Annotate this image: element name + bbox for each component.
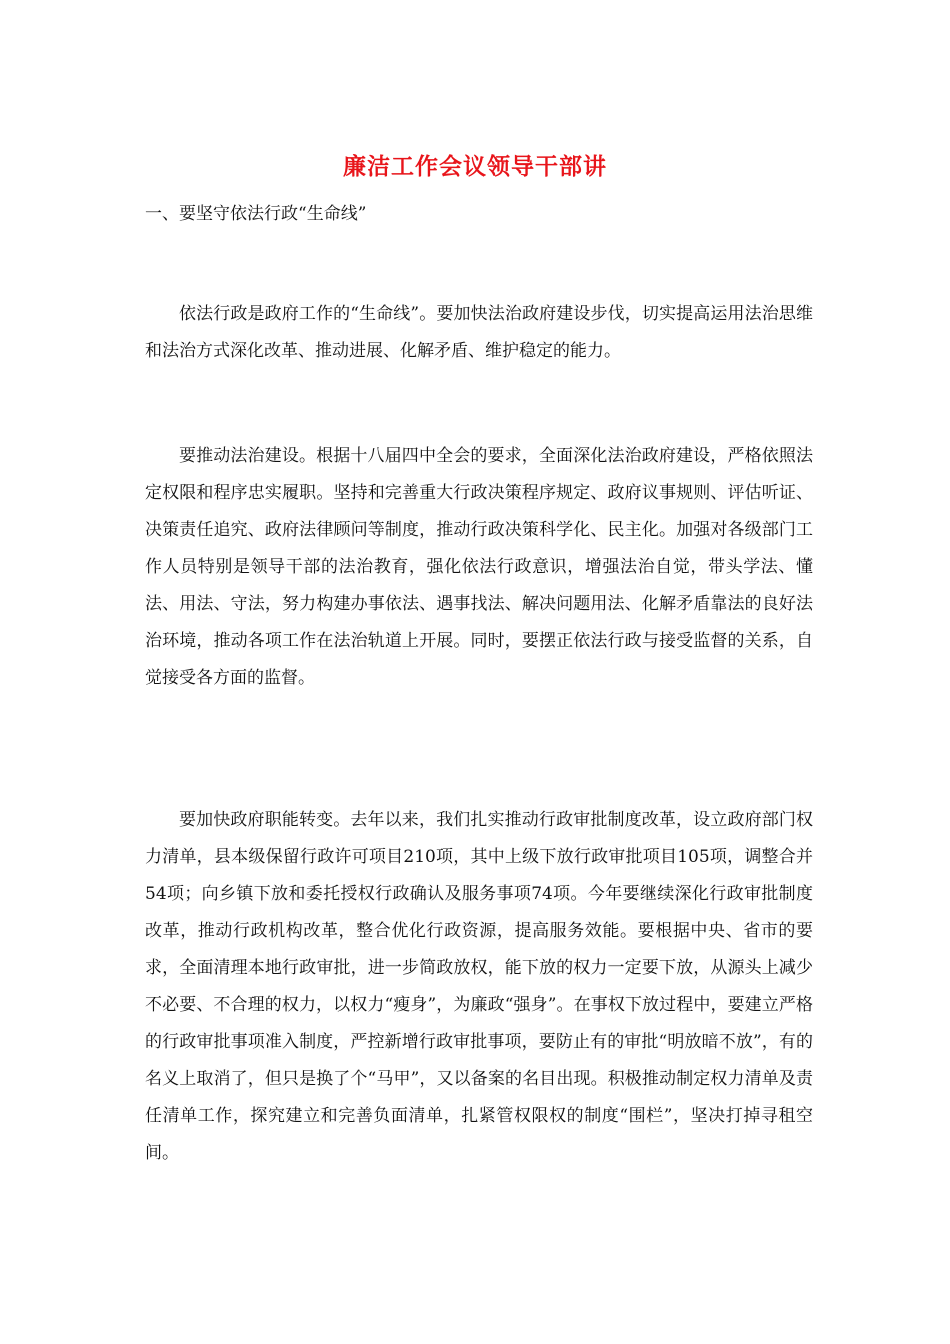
paragraph-2: 要推动法治建设。根据十八届四中全会的要求，全面深化法治政府建设，严格依照法定权限和程序忠实履职。坚持和完善重大行政决策程序规定、政府议事规则、评估听证、决策责任追究、政府法律顾问等制度，推动行政决策科学化、民主化。加强对各级部门工作人员特别是领导干部的法治教育，强化依法行政意识，增强法治自觉，带头学法、懂法、用法、守法，努力构建办事依法、遇事找法、解决问题用法、化解矛盾靠法的良好法治环境，推动各项工作在法治轨道上开展。同时，要摆正依法行政与接受监督的关系，自觉接受各方面的监督。: [145, 446, 813, 688]
paragraph-1: 依法行政是政府工作的“生命线”。要加快法治政府建设步伐，切实提高运用法治思维和法治方式深化改革、推动进展、化解矛盾、维护稳定的能力。: [145, 304, 813, 361]
document-title: 廉洁工作会议领导干部讲: [343, 153, 607, 180]
section-heading: 一、要坚守依法行政“生命线”: [145, 204, 367, 224]
paragraph-3: 要加快政府职能转变。去年以来，我们扎实推动行政审批制度改革，设立政府部门权力清单，县本级保留行政许可项目210项，其中上级下放行政审批项目105项，调整合并54项；向乡镇下放和委托授权行政确认及服务事项74项。今年要继续深化行政审批制度改革，推动行政机构改革，整合优化行政资源，提高服务效能。要根据中央、省市的要求，全面清理本地行政审批，进一步简政放权，能下放的权力一定要下放，从源头上减少不必要、不合理的权力，以权力“瘦身”，为廉政“强身”。在事权下放过程中，要建立严格的行政审批事项准入制度，严控新增行政审批事项，要防止有的审批“明放暗不放”，有的名义上取消了，但只是换了个“马甲”，又以备案的名目出现。积极推动制定权力清单及责任清单工作，探究建立和完善负面清单，扎紧管权限权的制度“围栏”，坚决打掉寻租空间。: [145, 810, 813, 1163]
